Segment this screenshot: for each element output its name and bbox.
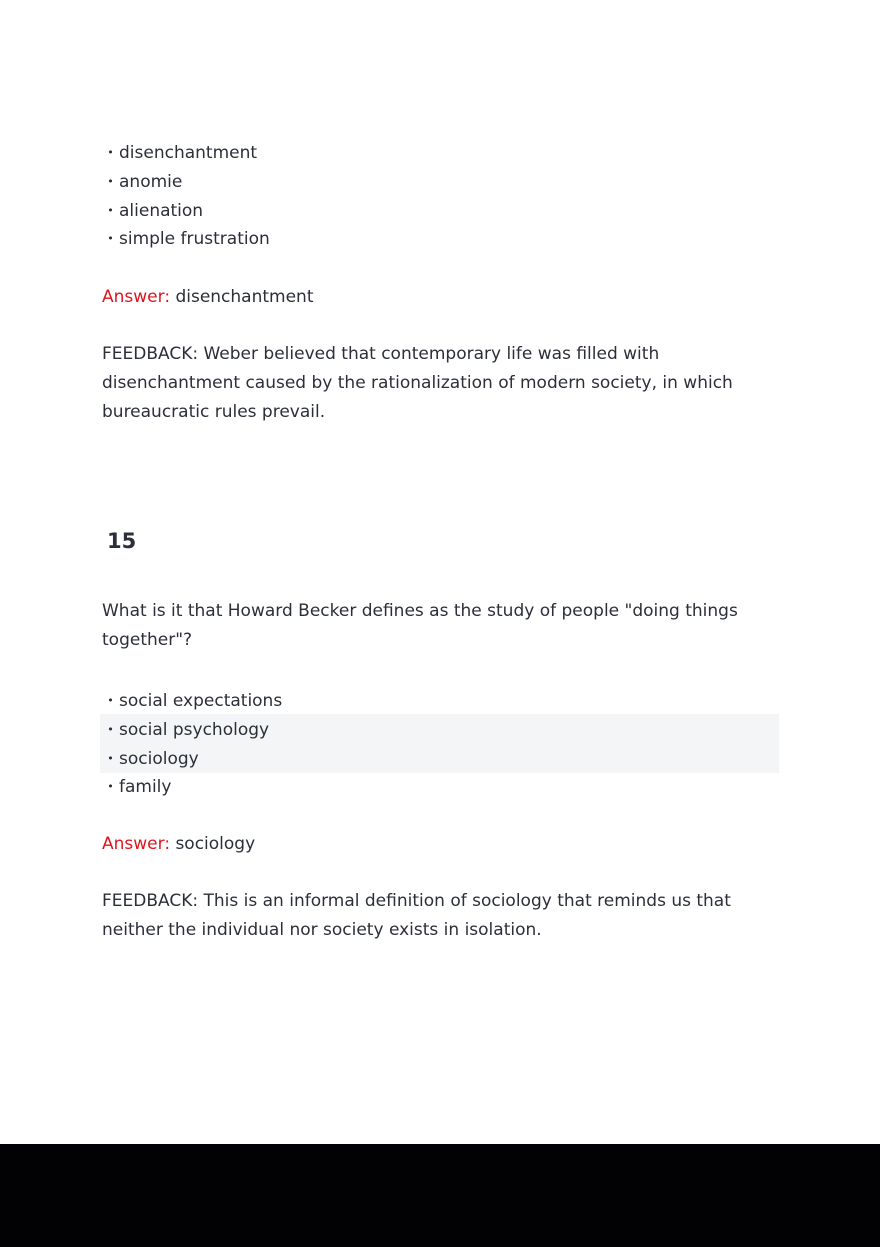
q15-options-list <box>102 687 282 802</box>
option-text: simple frustration <box>119 229 270 250</box>
q14-answer <box>102 283 314 311</box>
q14-option <box>102 225 270 254</box>
bullet-icon: • <box>107 722 114 736</box>
answer-value: sociology <box>175 834 256 854</box>
option-text: family <box>119 777 172 798</box>
bullet-icon: • <box>107 694 114 707</box>
option-text: sociology <box>119 748 199 769</box>
q15-option <box>102 745 282 774</box>
bullet-icon: • <box>107 146 114 159</box>
answer-value: disenchantment <box>175 287 314 307</box>
bullet-icon: • <box>107 780 114 794</box>
q14-option <box>102 168 270 197</box>
bullet-icon: • <box>107 203 114 217</box>
option-text: social expectations <box>119 691 283 711</box>
bullet-icon: • <box>107 751 114 765</box>
option-text: anomie <box>119 171 183 192</box>
answer-label: Answer: <box>102 287 171 307</box>
q14-options-list <box>102 139 270 254</box>
q14-feedback: FEEDBACK: Weber believed that contemporary life was filled with disenchantment caused by the rationalization of modern society, in which bureaucratic rules prevail. <box>102 344 733 422</box>
q15-option <box>102 773 282 802</box>
question-number: 15 <box>107 529 137 553</box>
q14-option <box>102 139 270 168</box>
q15-option <box>102 716 282 745</box>
q15-feedback: FEEDBACK: This is an informal definition of sociology that reminds us that neither the individual nor society exists in isolation. <box>102 891 731 940</box>
bottom-black-band <box>0 1144 880 1247</box>
bullet-icon: • <box>107 232 114 246</box>
q15-option <box>102 687 282 716</box>
q14-option <box>102 197 270 226</box>
q15-question-text: What is it that Howard Becker defines as the study of people "doing things together"? <box>102 601 738 650</box>
answer-label: Answer: <box>102 834 171 854</box>
option-text: disenchantment <box>119 143 258 163</box>
q15-answer <box>102 830 255 858</box>
option-text: alienation <box>119 200 204 221</box>
option-text: social psychology <box>119 719 270 740</box>
bullet-icon: • <box>107 174 114 188</box>
